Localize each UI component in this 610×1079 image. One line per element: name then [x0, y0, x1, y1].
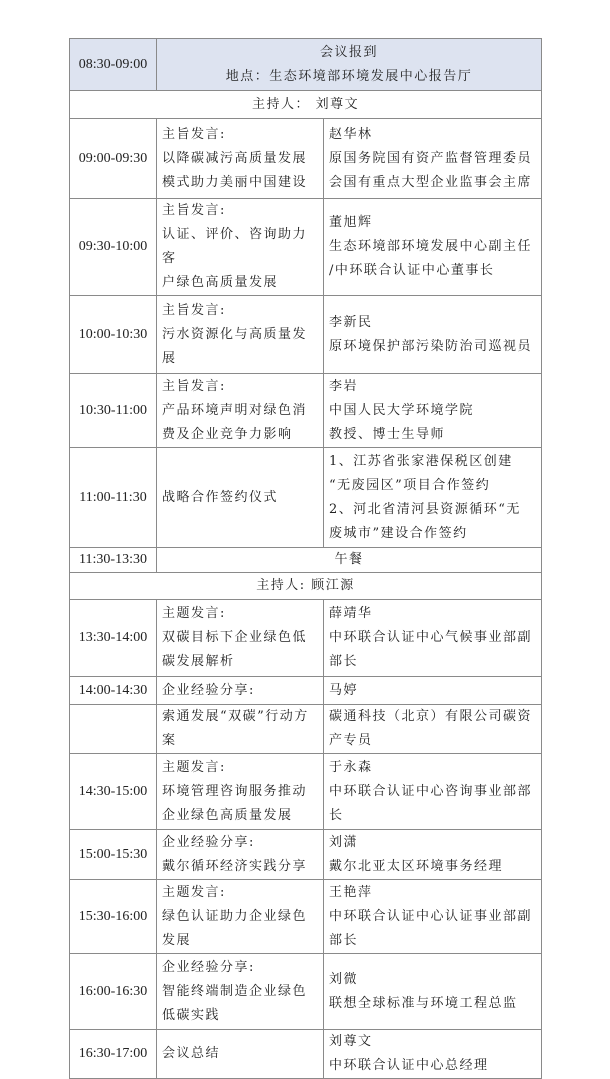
- time-cell: 10:30-11:00: [70, 374, 157, 448]
- session-row: [70, 677, 542, 705]
- time-cell: 13:30-14:00: [70, 600, 157, 677]
- topic-cell: 索通发展“双碳”行动方 案: [157, 705, 324, 754]
- speaker-cell: 赵华林 原国务院国有资产监督管理委员 会国有重点大型企业监事会主席: [324, 119, 542, 199]
- topic-cell: 企业经验分享: 戴尔循环经济实践分享: [157, 830, 324, 880]
- session-row: [70, 1030, 542, 1079]
- registration-row: [70, 39, 542, 91]
- topic-cell: 企业经验分享:: [157, 677, 324, 705]
- topic-cell: 战略合作签约仪式: [157, 448, 324, 548]
- topic-cell: 主旨发言: 污水资源化与高质量发 展: [157, 296, 324, 374]
- host-cell: 主持人: 顾江源: [70, 573, 542, 600]
- session-row: [70, 954, 542, 1030]
- speaker-cell: 碳通科技（北京）有限公司碳资 产专员: [324, 705, 542, 754]
- session-row: [70, 199, 542, 296]
- session-row: [70, 296, 542, 374]
- registration-cell: [157, 39, 542, 91]
- time-cell: 15:00-15:30: [70, 830, 157, 880]
- registration-location: 地点：生态环境部环境发展中心报告厅: [225, 68, 473, 84]
- topic-cell: 企业经验分享: 智能终端制造企业绿色 低碳实践: [157, 954, 324, 1030]
- time-cell: [70, 705, 157, 754]
- time-cell: 14:00-14:30: [70, 677, 157, 705]
- lunch-row: [70, 548, 542, 573]
- session-row: [70, 448, 542, 548]
- host-cell: 主持人： 刘尊文: [70, 91, 542, 119]
- session-row: [70, 830, 542, 880]
- topic-cell: 主旨发言: 产品环境声明对绿色消 费及企业竞争力影响: [157, 374, 324, 448]
- topic-cell: 主题发言: 环境管理咨询服务推动 企业绿色高质量发展: [157, 754, 324, 830]
- time-cell: 16:00-16:30: [70, 954, 157, 1030]
- topic-cell: 主旨发言: 认证、评价、咨询助力客 户绿色高质量发展: [157, 199, 324, 296]
- host-row: [70, 573, 542, 600]
- registration-title: 会议报到: [320, 44, 379, 60]
- speaker-cell: 李岩 中国人民大学环境学院 教授、博士生导师: [324, 374, 542, 448]
- session-row: [70, 119, 542, 199]
- time-cell: 14:30-15:00: [70, 754, 157, 830]
- session-row: [70, 600, 542, 677]
- agenda-table: [69, 38, 542, 1079]
- session-row: [70, 754, 542, 830]
- topic-cell: 会议总结: [157, 1030, 324, 1079]
- session-row: [70, 374, 542, 448]
- time-cell: 08:30-09:00: [70, 39, 157, 91]
- topic-cell: 主题发言: 绿色认证助力企业绿色 发展: [157, 880, 324, 954]
- lunch-cell: 午餐: [157, 548, 542, 573]
- speaker-cell: 马婷: [324, 677, 542, 705]
- time-cell: 09:00-09:30: [70, 119, 157, 199]
- speaker-cell: 1、江苏省张家港保税区创建 “无废园区”项目合作签约 2、河北省清河县资源循环“无 废城市”建设合作签约: [324, 448, 542, 548]
- time-cell: 15:30-16:00: [70, 880, 157, 954]
- time-cell: 11:00-11:30: [70, 448, 157, 548]
- time-cell: 09:30-10:00: [70, 199, 157, 296]
- speaker-cell: 董旭辉 生态环境部环境发展中心副主任 /中环联合认证中心董事长: [324, 199, 542, 296]
- speaker-cell: 王艳萍 中环联合认证中心认证事业部副 部长: [324, 880, 542, 954]
- speaker-cell: 薛靖华 中环联合认证中心气候事业部副 部长: [324, 600, 542, 677]
- speaker-cell: 李新民 原环境保护部污染防治司巡视员: [324, 296, 542, 374]
- topic-cell: 主旨发言: 以降碳减污高质量发展 模式助力美丽中国建设: [157, 119, 324, 199]
- speaker-cell: 刘微 联想全球标准与环境工程总监: [324, 954, 542, 1030]
- speaker-cell: 于永森 中环联合认证中心咨询事业部部 长: [324, 754, 542, 830]
- session-row: [70, 705, 542, 754]
- time-cell: 16:30-17:00: [70, 1030, 157, 1079]
- session-row: [70, 880, 542, 954]
- time-cell: 10:00-10:30: [70, 296, 157, 374]
- host-row: [70, 91, 542, 119]
- topic-cell: 主题发言: 双碳目标下企业绿色低 碳发展解析: [157, 600, 324, 677]
- speaker-cell: 刘尊文 中环联合认证中心总经理: [324, 1030, 542, 1079]
- time-cell: 11:30-13:30: [70, 548, 157, 573]
- speaker-cell: 刘潇 戴尔北亚太区环境事务经理: [324, 830, 542, 880]
